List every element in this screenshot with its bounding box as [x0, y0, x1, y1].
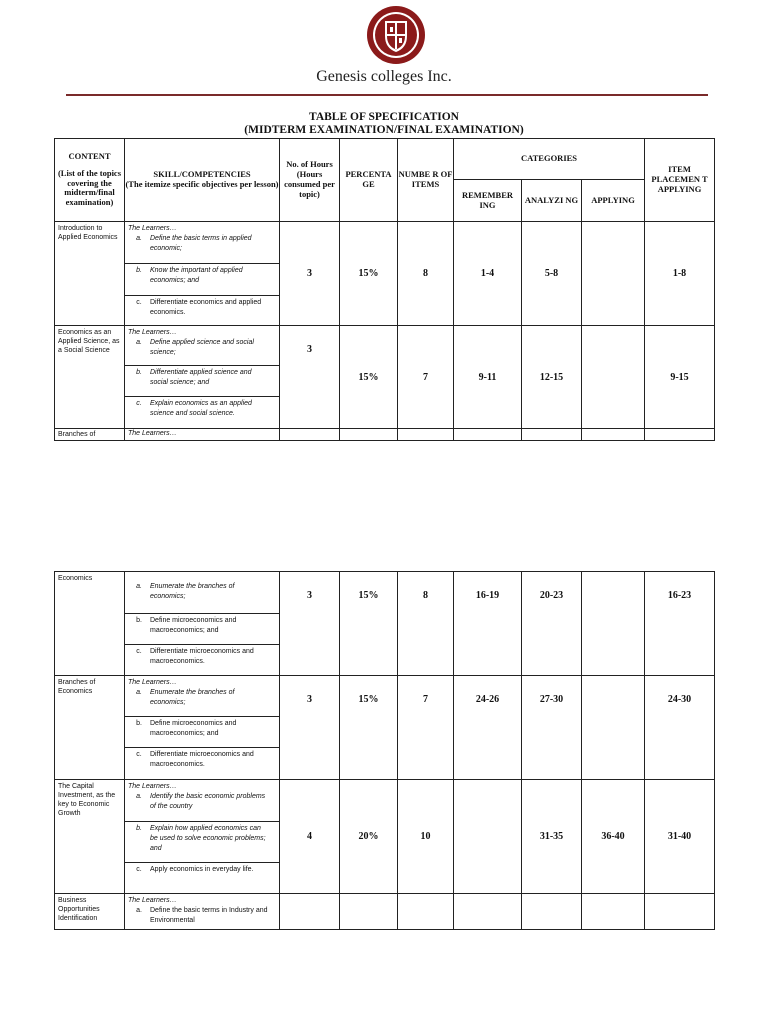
percentage-value: 15% — [340, 222, 398, 326]
remember-value: 1-4 — [454, 222, 522, 326]
remember-value: 9-11 — [454, 326, 522, 429]
skill-cell: c. Apply economics in everyday life. — [125, 863, 280, 894]
hours-value: 3 — [280, 326, 340, 429]
percentage-value: 15% — [340, 572, 398, 676]
items-value: 8 — [398, 222, 454, 326]
skill-cell: The Learners… a. Define applied science and social science; — [125, 326, 280, 366]
items-value: 7 — [398, 326, 454, 429]
items-header: NUMBE R OF ITEMS — [398, 139, 454, 222]
hours-value: 4 — [280, 780, 340, 894]
table-row — [55, 676, 715, 717]
percentage-header: PERCENTA GE — [340, 139, 398, 222]
placement-value: 1-8 — [645, 222, 715, 326]
skill-cell: The Learners… a. Enumerate the branches of economics; — [125, 676, 280, 717]
table-row — [55, 429, 715, 441]
content-header: CONTENT (List of the topics covering the midterm/final examination) — [55, 139, 125, 222]
placement-value: 31-40 — [645, 780, 715, 894]
applying-value: 36-40 — [582, 780, 645, 894]
placement-header: ITEM PLACEMEN T APPLYING — [645, 139, 715, 222]
skill-cell: b. Explain how applied economics can be used to solve economic problems; and — [125, 822, 280, 863]
items-value: 8 — [398, 572, 454, 676]
skill-cell: b. Define microeconomics and macroeconomics; and — [125, 614, 280, 645]
percentage-value: 15% — [340, 326, 398, 429]
topic-cell: Introduction to Applied Economics — [55, 222, 125, 326]
skill-cell: The Learners… a. Define the basic terms in applied economic; — [125, 222, 280, 264]
topic-cell: Branches of Economics — [55, 676, 125, 780]
analyze-header: ANALYZI NG — [522, 180, 582, 222]
skill-cell: c. Differentiate microeconomics and macroeconomics. — [125, 645, 280, 676]
applying-value — [582, 222, 645, 326]
table-row — [55, 572, 715, 614]
document-subtitle: (MIDTERM EXAMINATION/FINAL EXAMINATION) — [244, 124, 524, 136]
analyze-value: 27-30 — [522, 676, 582, 780]
hours-header: No. of Hours (Hours consumed per topic) — [280, 139, 340, 222]
table-row — [55, 894, 715, 930]
skill-cell: b. Know the important of applied economics; and — [125, 264, 280, 296]
specification-table-page-2 — [54, 571, 715, 930]
skill-cell: b. Define microeconomics and macroeconomics; and — [125, 717, 280, 748]
items-value: 7 — [398, 676, 454, 780]
topic-cell: Economics — [55, 572, 125, 676]
remember-value — [454, 780, 522, 894]
specification-table-page-1 — [54, 138, 715, 441]
skill-cell: c. Differentiate microeconomics and macroeconomics. — [125, 748, 280, 780]
applying-header: APPLYING — [582, 180, 645, 222]
skill-cell: The Learners… a. Identify the basic economic problems of the country — [125, 780, 280, 822]
placement-value: 9-15 — [645, 326, 715, 429]
items-value: 10 — [398, 780, 454, 894]
remember-value: 24-26 — [454, 676, 522, 780]
skill-cell: b. Differentiate applied science and social science; and — [125, 366, 280, 397]
topic-cell: Economics as an Applied Science, as a Social Science — [55, 326, 125, 429]
remember-header: REMEMBER ING — [454, 180, 522, 222]
document-title: TABLE OF SPECIFICATION — [309, 111, 459, 123]
percentage-value: 15% — [340, 676, 398, 780]
topic-cell: Branches of — [55, 429, 125, 441]
placement-value: 16-23 — [645, 572, 715, 676]
skill-cell: a. Enumerate the branches of economics; — [125, 572, 280, 614]
remember-value: 16-19 — [454, 572, 522, 676]
analyze-value: 12-15 — [522, 326, 582, 429]
analyze-value: 5-8 — [522, 222, 582, 326]
table-row — [55, 222, 715, 264]
applying-value — [582, 572, 645, 676]
skill-cell: The Learners… a. Define the basic terms in Industry and Environmental — [125, 894, 280, 930]
hours-value: 3 — [280, 222, 340, 326]
skills-header: SKILL/COMPETENCIES (The itemize specific objectives per lesson) — [125, 139, 280, 222]
skill-cell: c. Differentiate economics and applied economics. — [125, 296, 280, 326]
percentage-value: 20% — [340, 780, 398, 894]
header-divider — [66, 94, 708, 96]
school-name: Genesis colleges Inc. — [316, 68, 452, 85]
hours-value: 3 — [280, 676, 340, 780]
analyze-value: 31-35 — [522, 780, 582, 894]
topic-cell: Business Opportunities Identification — [55, 894, 125, 930]
categories-header: CATEGORIES — [454, 139, 645, 180]
college-seal-logo — [366, 5, 426, 65]
analyze-value: 20-23 — [522, 572, 582, 676]
topic-cell: The Capital Investment, as the key to Economic Growth — [55, 780, 125, 894]
table-row — [55, 326, 715, 366]
skill-cell: c. Explain economics as an applied science and social science. — [125, 397, 280, 429]
skill-cell: The Learners… — [125, 429, 280, 441]
hours-value: 3 — [280, 572, 340, 676]
table-row — [55, 780, 715, 822]
applying-value — [582, 676, 645, 780]
placement-value: 24-30 — [645, 676, 715, 780]
applying-value — [582, 326, 645, 429]
